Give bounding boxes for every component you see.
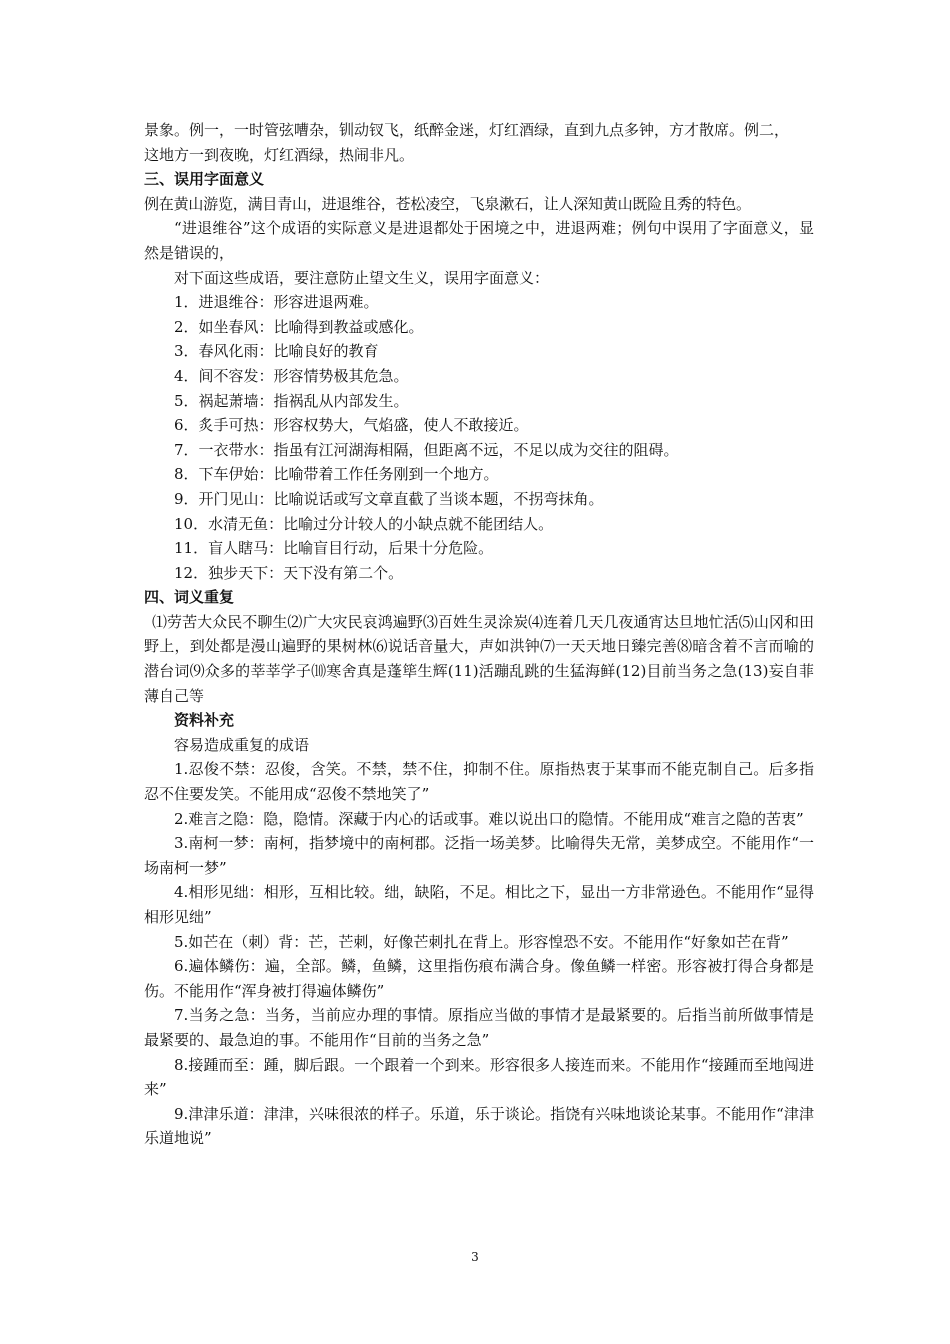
section-3-example: 例在黄山游览，满目青山，进退维谷，苍松凌空，飞泉漱石，让人深知黄山既险且秀的特色。 [144,194,751,213]
section-3-heading: 三、误用字面意义 [144,170,265,189]
list-item: 6.遍体鳞伤：遍，全部。鳞，鱼鳞，这里指伤痕布满合身。像鱼鳞一样密。形容被打得合身都是伤。不能用作“浑身被打得遍体鳞伤” [144,957,814,1000]
list-item: 11．盲人瞎马：比喻盲目行动，后果十分危险。 [174,539,494,558]
list-item: 9．开门见山：比喻说话或写文章直截了当谈本题，不拐弯抹角。 [174,489,604,508]
list-item: 2．如坐春风：比喻得到教益或感化。 [174,317,424,336]
list-item: 10．水清无鱼：比喻过分计较人的小缺点就不能团结人。 [174,514,554,533]
list-item: 3．春风化雨：比喻良好的教育 [174,342,379,361]
section-3-intro: 对下面这些成语，要注意防止望文生义，误用字面意义： [174,268,550,287]
list-item: 7.当务之急：当务，当前应办理的事情。原指应当做的事情才是最紧要的。后指当前所做事情是最紧要的、最急迫的事。不能用作“目前的当务之急” [144,1006,814,1049]
list-item: 5.如芒在（刺）背：芒，芒刺，好像芒刺扎在背上。形容惶恐不安。不能用作“好象如芒在背” [174,932,789,951]
supplement-intro: 容易造成重复的成语 [174,735,310,754]
list-item: 8.接踵而至：踵，脚后跟。一个跟着一个到来。形容很多人接连而来。不能用作“接踵而至地闯进来” [144,1055,814,1099]
section-4-heading: 四、词义重复 [144,588,235,607]
list-item: 1．进退维谷：形容进退两难。 [174,293,379,312]
list-item: 6．炙手可热：形容权势大，气焰盛，使人不敢接近。 [174,416,529,435]
list-item: 8．下车伊始：比喻带着工作任务刚到一个地方。 [174,465,499,484]
list-item: 7．一衣带水：指虽有江河湖海相隔，但距离不远，不足以成为交往的阻碍。 [174,440,679,459]
list-item: 12．独步天下：天下没有第二个。 [174,563,404,582]
list-item: 9.津津乐道：津津，兴味很浓的样子。乐道，乐于谈论。指饶有兴味地谈论某事。不能用作“津津乐道地说” [144,1104,814,1148]
section-4-body: ⑴劳苦大众民不聊生⑵广大灾民哀鸿遍野⑶百姓生灵涂炭⑷连着几天几夜通宵达旦地忙活⑸山冈和田野上，到处都是漫山遍野的果树林⑹说话音量大，声如洪钟⑺一天天地日臻完善⑻暗含着不言而喻的潜台词⑼众多的莘莘学子⑽寒舍真是蓬筚生辉(11)活蹦乱跳的生猛海鲜(12)目前当务之急(13)妄自菲薄自己等 [144,612,814,705]
page-number: 3 [471,1250,479,1264]
intro-line-2: 这地方一到夜晚，灯红酒绿，热闹非凡。 [144,145,415,164]
list-item: 5．祸起萧墙：指祸乱从内部发生。 [174,391,409,410]
list-item: 4.相形见绌：相形，互相比较。绌，缺陷，不足。相比之下，显出一方非常逊色。不能用作“显得相形见绌” [144,883,814,926]
intro-line-1: 景象。例一，一时管弦嘈杂，钏动钗飞，纸醉金迷，灯红酒绿，直到九点多钟，方才散席。例二， [144,121,790,139]
document-page [144,118,814,1151]
supplement-heading: 资料补充 [174,711,235,730]
list-item: 1.忍俊不禁：忍俊，含笑。不禁，禁不住，抑制不住。原指热衷于某事而不能克制自己。后多指忍不住要发笑。不能用成“忍俊不禁地笑了” [144,760,814,804]
list-item: 2.难言之隐：隐，隐情。深藏于内心的话或事。难以说出口的隐情。不能用成“难言之隐的苦衷” [174,809,804,828]
supplement-entries [144,757,814,1151]
list-item: 3.南柯一梦：南柯，指梦境中的南柯郡。泛指一场美梦。比喻得失无常，美梦成空。不能用作“一场南柯一梦” [144,834,814,877]
section-3-explanation: “进退维谷”这个成语的实际意义是进退都处于困境之中，进退两难；例句中误用了字面意义，显然是错误的， [144,219,814,262]
list-item: 4．间不容发：形容情势极其危急。 [174,366,409,385]
idiom-list [144,290,814,585]
